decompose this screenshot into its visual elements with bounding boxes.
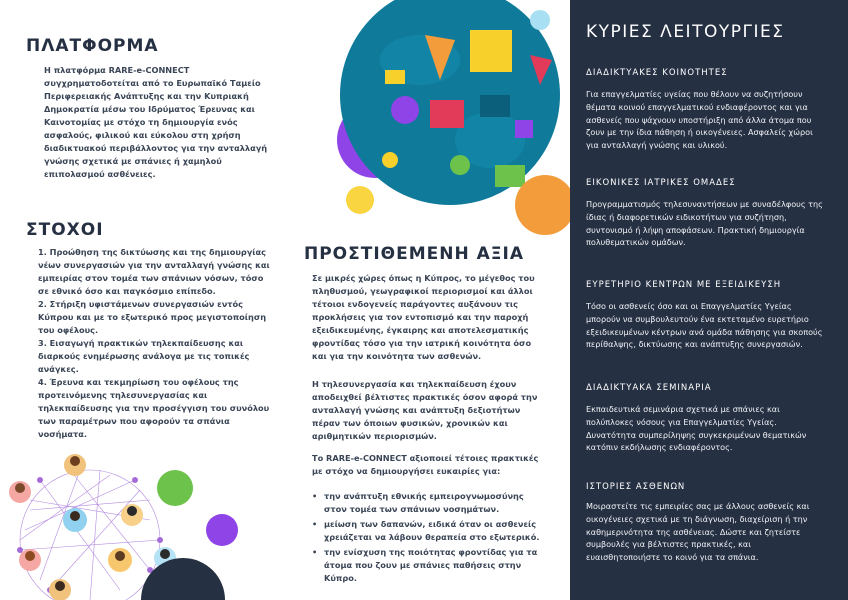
purple-dot [206,514,238,546]
bullet-item: • μείωση των δαπανών, ειδικά όταν οι ασθενείς χρειάζεται να λάβουν θεραπεία στο εξωτερικό. [312,518,544,544]
features-heading: ΚΥΡΙΕΣ ΛΕΙΤΟΥΡΓΙΕΣ [586,22,785,42]
feature-heading-centres-index: ΕΥΡΕΤΗΡΙΟ ΚΕΝΤΡΩΝ ΜΕ ΕΞΕΙΔΙΚΕΥΣΗ [586,280,782,290]
goal-item: 1. Προώθηση της δικτύωσης και της δημιουργίας νέων συνεργασιών για την ανταλλαγή γνώσης και εμπειρίας στον τομέα των σπάνιων νόσων, τόσο σε εθνικό όσο και παγκόσμιο επίπεδο. [38,247,270,296]
goal-item: 2. Στήριξη υφιστάμενων συνεργασιών εντός Κύπρου και με το εξωτερικό προς μεγιστοποίηση του οφέλους. [38,299,267,335]
feature-text-communities: Για επαγγελματίες υγείας που θέλουν να συζητήσουν θέματα κοινού επαγγελματικού ενδιαφέροντος και για ασθενείς που ψάχνουν υποστήριξη από άλλα άτομα που ζουν με την ίδια πάθηση ή οικογένειες. Ασφαλείς χώροι για ανταλλαγή γνώσης και υλικού. [586,89,813,151]
added-value-text-3: Το RARE-e-CONNECT αξιοποιεί τέτοιες πρακτικές με στόχο να δημιουργήσει ευκαιρίες για: [312,453,539,476]
globe-illustration [330,0,570,240]
added-value-bullets [312,490,544,587]
feature-heading-patient-stories: ΙΣΤΟΡΙΕΣ ΑΣΘΕΝΩΝ [586,482,686,492]
platform-text: Η πλατφόρμα RARE-e-CONNECT συγχρηματοδοτείται από το Ευρωπαϊκό Ταμείο Περιφερειακής Ανάπτυξης και την Κυπριακή Δημοκρατία μέσω του Ιδρύματος Έρευνας και Καινοτομίας με στόχο τη δημιουργία ενός ασφαλούς, φιλικού και εύκολου στη χρήση διαδικτυακού περιβάλλοντος για την ανταλλαγή γνώσης σχετικά με σπάνιες ή χαμηλού επιπολασμού ασθένειες. [44,65,268,179]
feature-text-virtual-teams: Προγραμματισμός τηλεσυναντήσεων με συναδέλφους της ίδιας ή διαφορετικών ειδικοτήτων για συζήτηση, συντονισμό ή λήψη αποφάσεων. Πρακτική δημιουργία πολυθεματικών ομάδων. [586,199,823,248]
feature-heading-virtual-teams: ΕΙΚΟΝΙΚΕΣ ΙΑΤΡΙΚΕΣ ΟΜΑΔΕΣ [586,178,736,188]
green-dot [157,470,193,506]
goal-item: 4. Έρευνα και τεκμηρίωση του οφέλους της προτεινόμενης τηλεσυνεργασίας και τηλεκπαίδευσης για την προσέγγιση του συνόλου των παραμέτρων που αφορούν τα σπάνια νοσήματα. [38,377,270,439]
feature-text-centres-index: Τόσο οι ασθενείς όσο και οι Επαγγελματίες Υγείας μπορούν να συμβουλευτούν ένα εκτεταμένο ευρετήριο εξειδικευμένων κέντρων ανά ομάδα πάθησης για σκοπούς περίθαλψης, δικτύωσης και ανάπτυξης συνεργασιών. [586,301,823,350]
platform-heading: ΠΛΑΤΦΟΡΜΑ [26,36,159,56]
goals-heading: ΣΤΟΧΟΙ [26,220,104,240]
added-value-text-2: Η τηλεσυνεργασία και τηλεκπαίδευση έχουν αποδειχθεί βέλτιστες πρακτικές όσον αφορά την ανταλλαγή γνώσης και ανάπτυξη δεξιοτήτων πέραν των όποιων φυσικών, χρονικών και αριθμητικών περιορισμών. [312,379,538,441]
feature-text-patient-stories: Μοιραστείτε τις εμπειρίες σας με άλλους ασθενείς και οικογένειες σχετικά με τη διάγνωση, διαχείριση ή την καθημερινότητα της ασθένειας. Δώστε και ζητείστε συμβουλές για βέλτιστες πρακτικές, και ευαισθητοποιήστε το κοινό για τα σπάνια. [586,501,810,563]
feature-text-webinars: Εκπαιδευτικά σεμινάρια σχετικά με σπάνιες και πολύπλοκες νόσους για Επαγγελματίες Υγείας. Δυνατότητα συμπερίληψης συγκεκριμένων θεματικών κατόπιν εκδήλωσης ενδιαφέροντος. [586,404,807,453]
feature-heading-webinars: ΔΙΑΔΙΚΤΥΑΚΑ ΣΕΜΙΝΑΡΙΑ [586,383,712,393]
added-value-text-1: Σε μικρές χώρες όπως η Κύπρος, το μέγεθος του πληθυσμού, γεωγραφικοί περιορισμοί και άλλοι τέτοιοι ενδογενείς παράγοντες αυξάνουν τις προκλήσεις για τον εντοπισμό και την παροχή εξειδικευμένης, έγκαιρης και αποτελεσματικής φροντίδας τόσο για την ιατρική κοινότητα όσο και για την κοινότητα των ασθενών. [312,273,535,361]
added-value-heading: ΠΡΟΣΤΙΘΕΜΕΝΗ ΑΞΙΑ [304,244,525,264]
feature-heading-communities: ΔΙΑΔΙΚΤΥΑΚΕΣ ΚΟΙΝΟΤΗΤΕΣ [586,68,728,78]
bullet-item: • την ανάπτυξη εθνικής εμπειρογνωμοσύνης στον τομέα των σπάνιων νοσημάτων. [312,490,544,516]
bullet-item: • την ενίσχυση της ποιότητας φροντίδας για τα άτομα που ζουν με σπάνιες παθήσεις στην Κύπρο. [312,546,544,585]
dark-semicircle [138,545,228,600]
goal-item: 3. Εισαγωγή πρακτικών τηλεκπαίδευσης και διαρκούς ενημέρωσης ανάλογα με τις τοπικές ανάγκες. [38,338,250,374]
goals-list [38,246,270,441]
